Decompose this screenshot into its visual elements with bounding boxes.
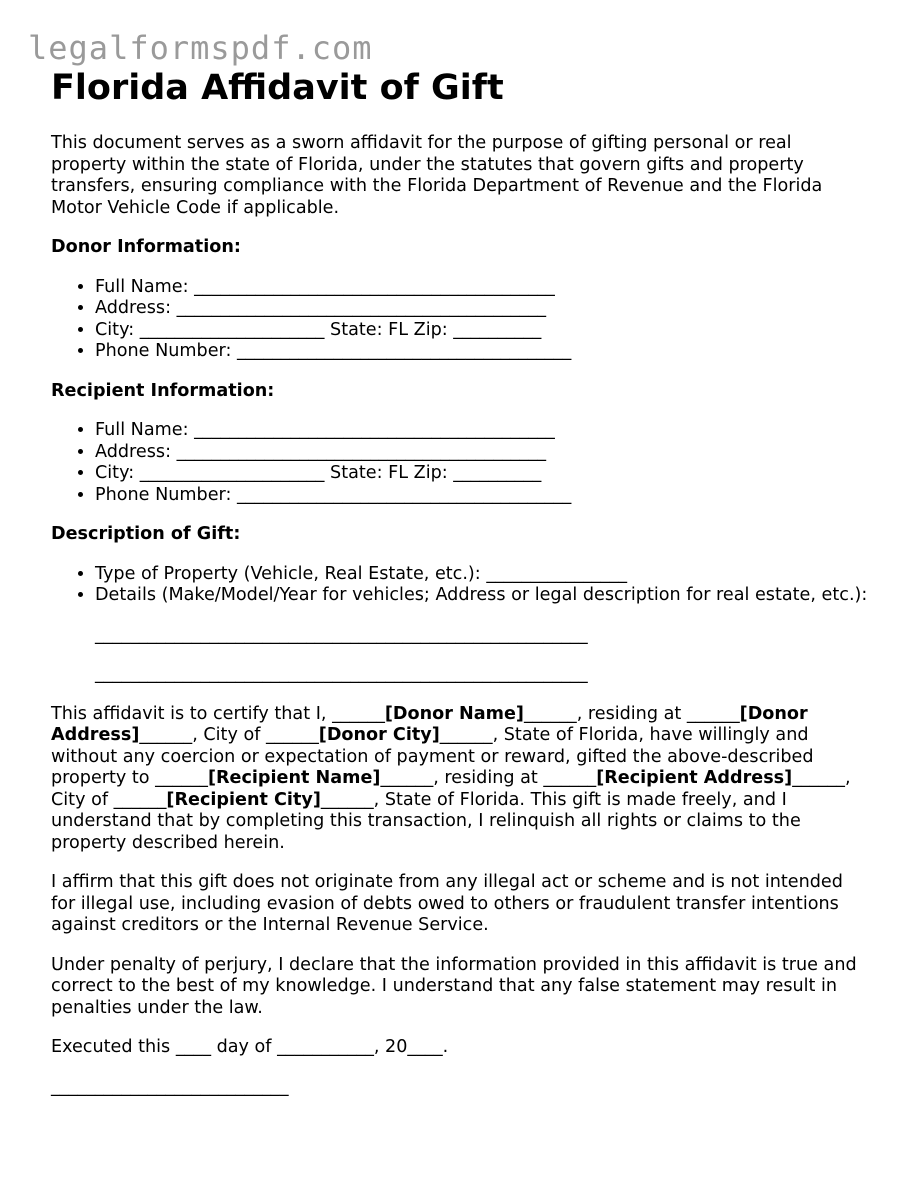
perjury-paragraph: Under penalty of perjury, I declare that the information provided in this affidavit is true and correct to the best of my knowledge. I understand that any false statement may result in penalties under the law. [51, 954, 857, 1018]
gift-list [51, 564, 871, 607]
cert-text: ______, State of Florida, have willingly and without any coercion or expectation of payment or reward, gifted the above-described property to ______ [51, 725, 814, 788]
recipient-phone-field[interactable]: • Phone Number: ______________________________________ [95, 485, 871, 507]
certification-paragraph [51, 704, 871, 855]
recipient-address-field[interactable]: • Address: __________________________________________ [95, 442, 871, 464]
recipient-address-placeholder: [Recipient Address] [596, 768, 793, 788]
recipient-name-placeholder: [Recipient Name] [207, 768, 381, 788]
donor-city-placeholder: [Donor City] [318, 725, 440, 745]
watermark: legalformspdf.com [28, 29, 373, 67]
donor-name-placeholder: [Donor Name] [384, 703, 524, 724]
recipient-full-name-field[interactable]: • Full Name: _________________________________________ [95, 420, 871, 442]
gift-property-type-field[interactable]: • Type of Property (Vehicle, Real Estate, etc.): ________________ [95, 564, 871, 586]
gift-details-label: • Details (Make/Model/Year for vehicles; Address or legal description for real estate, etc.): [95, 585, 871, 607]
recipient-list [51, 420, 871, 506]
gift-details-line[interactable]: ________________________________________________________ [95, 664, 588, 684]
cert-text: ______, State of Florida. This gift is made freely, and I understand that by completing this transaction, I relinquish all rights or claims to the property described herein. [51, 789, 801, 853]
recipient-heading: Recipient Information: [51, 380, 275, 401]
gift-details-line[interactable]: ________________________________________________________ [95, 624, 588, 645]
donor-address-field[interactable]: • Address: __________________________________________ [95, 298, 871, 320]
signature-line[interactable]: ___________________________ [51, 1076, 289, 1097]
donor-heading: Donor Information: [51, 237, 241, 257]
document-page [51, 68, 871, 1098]
cert-text: ______, residing at ______ [523, 703, 740, 724]
cert-text: This affidavit is to certify that I, ______ [51, 703, 385, 724]
affirmation-paragraph: I affirm that this gift does not originate from any illegal act or scheme and is not intended for illegal use, including evasion of debts owed to others or fraudulent transfer intentions against creditors or the Internal Revenue Service. [51, 872, 843, 935]
cert-text: ______, residing at ______ [380, 768, 597, 788]
intro-paragraph: This document serves as a sworn affidavit for the purpose of gifting personal or real property within the state of Florida, under the statutes that govern gifts and property transfers, ensuring compliance with the Florida Department of Revenue and the Florida Motor Vehicle Code if applicable. [51, 133, 823, 218]
donor-address-placeholder: [Donor Address] [51, 703, 808, 745]
donor-list [51, 277, 871, 363]
donor-city-state-zip-field[interactable]: • City: _____________________ State: FL Zip: __________ [95, 320, 871, 342]
donor-full-name-field[interactable]: • Full Name: _________________________________________ [95, 277, 871, 299]
execution-date-line[interactable]: Executed this ____ day of ___________, 20____. [51, 1037, 449, 1057]
cert-text: ______, City of ______ [139, 725, 319, 745]
cert-text: ______, City of ______ [51, 768, 851, 810]
page-title: Florida Affidavit of Gift [51, 68, 504, 108]
recipient-city-placeholder: [Recipient City] [166, 789, 321, 810]
recipient-city-state-zip-field[interactable]: • City: _____________________ State: FL Zip: __________ [95, 463, 871, 485]
gift-heading: Description of Gift: [51, 524, 241, 544]
gift-details-lines [95, 625, 871, 686]
donor-phone-field[interactable]: • Phone Number: ______________________________________ [95, 341, 871, 363]
